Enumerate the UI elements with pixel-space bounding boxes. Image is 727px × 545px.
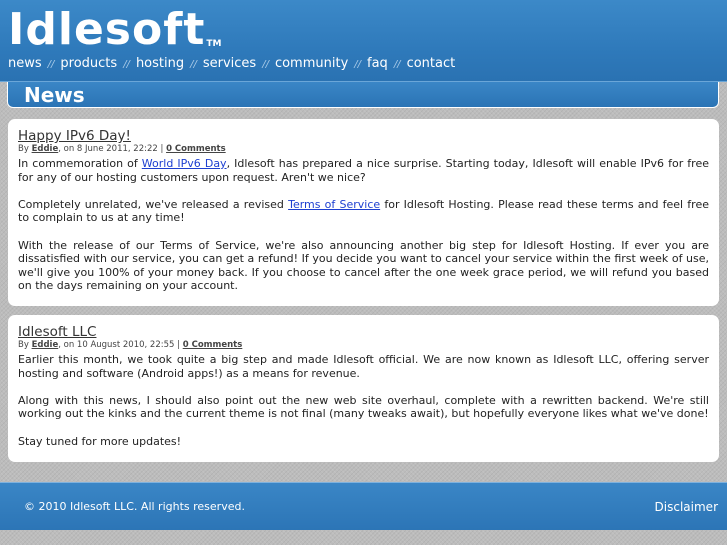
nav-community[interactable]: community: [274, 56, 349, 71]
post-paragraph: [18, 157, 709, 184]
post-title-link[interactable]: Happy IPv6 Day!: [18, 128, 131, 144]
post-paragraph: [18, 198, 709, 225]
post-comments-link[interactable]: 0 Comments: [166, 144, 226, 154]
site-footer: [0, 482, 727, 530]
disclaimer-link[interactable]: Disclaimer: [654, 500, 718, 514]
post-date: , on 8 June 2011, 22:22 |: [58, 144, 167, 154]
nav-news[interactable]: news: [8, 56, 42, 71]
post-paragraph: With the release of our Terms of Service, we're also announcing another big step for Idlesoft Hosting. If ever you are dissatisfied with our service, you can get a refund! If you decide you want to cancel your service within the first week of use, we'll give you 100% of your money back. If you choose to cancel after the one week grace period, we will refund you based on the days remaining on your account.: [18, 238, 709, 293]
site-logo[interactable]: [8, 4, 221, 56]
main-nav: [8, 56, 455, 71]
news-post: [8, 119, 719, 306]
nav-products[interactable]: products: [60, 56, 118, 71]
nav-separator: //: [393, 59, 401, 70]
post-author-link[interactable]: Eddie: [31, 144, 59, 154]
copyright-text: © 2010 Idlesoft LLC. All rights reserved.: [24, 500, 245, 513]
world-ipv6-day-link[interactable]: World IPv6 Day: [141, 157, 227, 170]
post-meta: [18, 340, 709, 351]
post-meta-by: By: [18, 144, 32, 154]
nav-separator: //: [354, 59, 362, 70]
post-author-link[interactable]: Eddie: [31, 340, 59, 350]
nav-separator: //: [123, 59, 130, 70]
post-comments-link[interactable]: 0 Comments: [182, 340, 243, 350]
post-meta-by: By: [18, 340, 32, 350]
nav-faq[interactable]: faq: [367, 56, 388, 71]
nav-separator: //: [262, 59, 269, 70]
terms-of-service-link[interactable]: Terms of Service: [288, 197, 381, 211]
section-title: News: [24, 83, 85, 107]
news-post: [8, 315, 719, 462]
post-paragraph: Earlier this month, we took quite a big step and made Idlesoft official. We are now known as Idlesoft LLC, offering server hosting and software (Android apps!) as a means for revenue.: [18, 353, 709, 380]
post-title-link[interactable]: Idlesoft LLC: [18, 324, 97, 340]
paragraph-text: In commemoration of: [18, 157, 142, 170]
nav-separator: //: [47, 59, 55, 70]
paragraph-text: for Idlesoft Hosting. Please read these terms and feel free to complain to us at any time!: [18, 197, 709, 225]
logo-trademark: TM: [206, 39, 222, 49]
post-paragraph: Along with this news, I should also point out the new web site overhaul, complete with a rewritten backend. We're still working out the kinks and the current theme is not final (many tweaks await), but hopefully everyone likes what we've done!: [18, 393, 709, 421]
site-header: [0, 0, 727, 82]
nav-separator: //: [190, 59, 197, 70]
logo-text: Idlesoft: [8, 4, 206, 55]
paragraph-text: , Idlesoft has prepared a nice surprise. Starting today, Idlesoft will enable IPv6 for free for any of our hosting customers upon request. Aren't we nice?: [18, 157, 709, 184]
section-header: [7, 82, 719, 108]
nav-contact[interactable]: contact: [406, 56, 456, 71]
post-paragraph: Stay tuned for more updates!: [18, 434, 182, 448]
nav-hosting[interactable]: hosting: [135, 56, 185, 71]
nav-services[interactable]: services: [202, 56, 257, 71]
post-meta: [18, 144, 709, 155]
post-date: , on 10 August 2010, 22:55 |: [58, 340, 183, 350]
paragraph-text: Completely unrelated, we've released a revised: [18, 197, 289, 211]
